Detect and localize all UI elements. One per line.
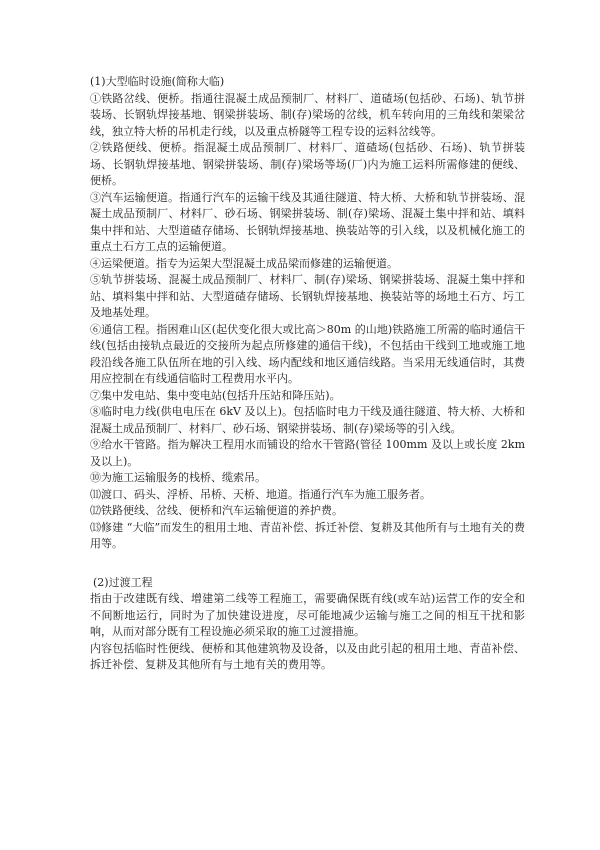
item-10: ⑩为施工运输服务的栈桥、缆索吊。: [90, 471, 266, 484]
section-title: (2)过渡工程: [93, 575, 153, 589]
item-4: ④运梁便道。指专为运架大型混凝土成品梁而修建的运输便道。: [90, 256, 398, 270]
section-paragraph: 内容包括临时性便线、便桥和其他建筑物及设备，以及由此引起的租用土地、青苗补偿、拆迁补偿、复耕及其他所有与土地有关的费用等。: [90, 641, 525, 671]
section-transition-works: [90, 575, 525, 674]
item-6: ⑥通信工程。指困难山区(起伏变化很大或比高＞80m 的山地)铁路施工所需的临时通信干线(包括由接轨点最近的交接所为起点所修建的通信干线)，不包括由干线到工地或施工地段沿线各施工队伍所在地的引入线、场内配线和地区通信线路。当采用无线通信时，其费用应控制在有线通信临时工程费用水平内。: [90, 322, 525, 385]
item-9: ⑨给水干管路。指为解决工程用水而铺设的给水干管路(管径 100mm 及以上或长度 2km 及以上)。: [90, 438, 525, 468]
section-large-temporary-facilities: [90, 74, 525, 553]
item-11: ⑾渡口、码头、浮桥、吊桥、天桥、地道。指通行汽车为施工服务者。: [90, 487, 431, 501]
item-8: ⑧临时电力线(供电电压在 6kV 及以上)。包括临时电力干线及通往隧道、特大桥、大桥和混凝土成品预制厂、材料厂、砂石场、钢梁拼装场、制(存)梁场等的引入线。: [90, 405, 525, 435]
document-page: [90, 74, 525, 674]
item-2: ②铁路便线、便桥。指混凝土成品预制厂、材料厂、道碴场(包括砂、石场)、轨节拼装场、长钢轨焊接基地、钢梁拼装场、制(存)梁场等场(厂)内为施工运料所需修建的便线、便桥。: [90, 141, 525, 187]
item-13: ⒀修建 “大临”而发生的租用土地、青苗补偿、拆迁补偿、复耕及其他所有与土地有关的费用等。: [90, 520, 525, 550]
item-3: ③汽车运输便道。指通行汽车的运输干线及其通往隧道、特大桥、大桥和轨节拼装场、混凝土成品预制厂、材料厂、砂石场、钢梁拼装场、制(存)梁场、混凝土集中拌和站、填料集中拌和站、大型道碴存储场、长钢轨焊接基地、换装站等的引入线，以及机械化施工的重点土石方工点的运输便道。: [90, 190, 525, 253]
item-1: ①铁路岔线、便桥。指通往混凝土成品预制厂、材料厂、道碴场(包括砂、石场)、轨节拼装场、长钢轨焊接基地、钢梁拼装场、制(存)梁场的岔线，机车转向用的三角线和架梁岔线，独立特大桥的吊机走行线，以及重点桥隧等工程专设的运料岔线等。: [90, 91, 525, 138]
section-paragraph: 指由于改建既有线、增建第二线等工程施工，需要确保既有线(或车站)运营工作的安全和不间断地运行，同时为了加快建设进度，尽可能地减少运输与施工之间的相互干扰和影响，从而对部分既有工程设施必须采取的施工过渡措施。: [90, 592, 525, 638]
item-5: ⑤轨节拼装场、混凝土成品预制厂、材料厂、制(存)梁场、钢梁拼装场、混凝土集中拌和站、填料集中拌和站、大型道碴存储场、长钢轨焊接基地、换装站等的场地土石方、圬工及地基处理。: [90, 273, 525, 319]
item-12: ⑿铁路便线、岔线、便桥和汽车运输便道的养护费。: [90, 504, 343, 517]
section-title: (1)大型临时设施(简称大临): [90, 75, 225, 88]
item-7: ⑦集中发电站、集中变电站(包括升压站和降压站)。: [90, 388, 341, 402]
